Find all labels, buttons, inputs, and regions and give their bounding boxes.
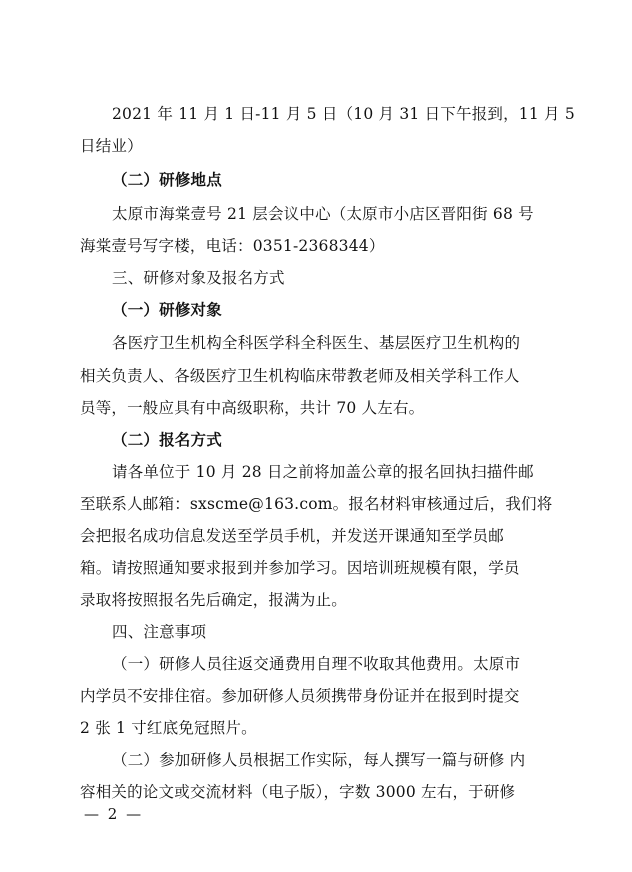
page-number: — 2 — (84, 805, 144, 823)
location-line-1: 太原市海棠壹号 21 层会议中心（太原市小店区晋阳街 68 号 (112, 205, 534, 223)
subheading-participants: （一）研修对象 (112, 301, 222, 319)
subheading-registration: （二）报名方式 (112, 431, 222, 449)
notes-1-line-1: （一）研修人员往返交通费用自理不收取其他费用。太原市 (112, 655, 521, 673)
registration-line-2: 至联系人邮箱：sxscme@163.com。报名材料审核通过后，我们将 (80, 495, 553, 513)
section-heading-3: 三、研修对象及报名方式 (112, 269, 285, 287)
registration-line-5: 录取将按照报名先后确定，报满为止。 (80, 591, 347, 609)
date-line-1: 2021 年 11 月 1 日-11 月 5 日（10 月 31 日下午报到，11 月 5 (112, 105, 575, 123)
date-line-2: 日结业） (80, 137, 143, 155)
participants-line-1: 各医疗卫生机构全科医学科全科医生、基层医疗卫生机构的 (112, 334, 521, 352)
registration-line-1: 请各单位于 10 月 28 日之前将加盖公章的报名回执扫描件邮 (112, 463, 534, 481)
notes-1-line-2: 内学员不安排住宿。参加研修人员须携带身份证并在报到时提交 (80, 687, 520, 705)
registration-line-3: 会把报名成功信息发送至学员手机，并发送开课通知至学员邮 (80, 527, 504, 545)
section-heading-4: 四、注意事项 (112, 623, 207, 641)
participants-line-3: 员等，一般应具有中高级职称，共计 70 人左右。 (80, 399, 425, 417)
location-line-2: 海棠壹号写字楼，电话：0351-2368344） (80, 237, 385, 255)
notes-2-line-2: 容相关的论文或交流材料（电子版），字数 3000 左右，于研修 (80, 783, 516, 801)
notes-1-line-3: 2 张 1 寸红底免冠照片。 (80, 719, 257, 737)
participants-line-2: 相关负责人、各级医疗卫生机构临床带教老师及相关学科工作人 (80, 367, 520, 385)
registration-line-4: 箱。请按照通知要求报到并参加学习。因培训班规模有限，学员 (80, 559, 520, 577)
subheading-location: （二）研修地点 (112, 171, 222, 189)
notes-2-line-1: （二）参加研修人员根据工作实际，每人撰写一篇与研修 内 (112, 751, 526, 769)
